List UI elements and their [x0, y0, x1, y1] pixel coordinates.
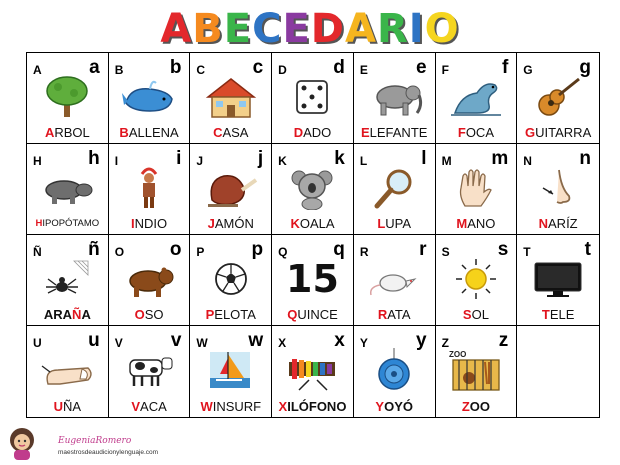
word-rest: ARÍZ [548, 216, 578, 231]
letter-cell [190, 144, 272, 235]
word-label [354, 216, 435, 231]
letter-cell [27, 235, 109, 326]
lowercase-letter: l [421, 148, 427, 169]
uppercase-letter: I [114, 154, 119, 168]
uppercase-letter: X [278, 336, 287, 350]
elephant-icon [365, 75, 423, 119]
uppercase-letter: G [523, 63, 533, 77]
xylophone-icon [283, 348, 341, 392]
word-initial: V [131, 399, 141, 414]
word-label [109, 399, 190, 414]
uppercase-letter: B [114, 63, 124, 77]
word-rest: NDIO [134, 216, 168, 231]
word-label [27, 125, 108, 140]
word-rest: OO [469, 399, 491, 414]
letter-cell [517, 53, 599, 144]
guitar-icon [529, 75, 587, 119]
cow-icon [120, 348, 178, 392]
author-name: EugeniaRomero [58, 436, 132, 446]
native-figure-icon [120, 166, 178, 210]
word-rest: LEFANTE [369, 125, 428, 140]
word-rest: OL [471, 307, 489, 322]
hippo-icon [38, 166, 96, 210]
lowercase-letter: x [334, 330, 345, 351]
letter-cell [517, 144, 599, 235]
word-label [436, 307, 517, 322]
letter-cell [436, 235, 518, 326]
letter-cell [272, 144, 354, 235]
letter-cell [109, 326, 191, 417]
lowercase-letter: c [252, 57, 264, 78]
windsurf-icon [202, 348, 260, 392]
lowercase-letter: o [169, 239, 182, 260]
letter-cell [354, 144, 436, 235]
word-label [272, 125, 353, 140]
lowercase-letter: p [251, 239, 264, 260]
zoo-sign-text: ZOO [448, 350, 467, 359]
word-label [436, 399, 517, 414]
letter-cell [354, 235, 436, 326]
word-label [517, 307, 599, 322]
word-rest: ELOTA [214, 307, 256, 322]
number-icon [283, 257, 341, 301]
word-label [354, 125, 435, 140]
uppercase-letter: V [114, 336, 123, 350]
letter-cell [190, 53, 272, 144]
word-rest: UINCE [297, 307, 338, 322]
lowercase-letter: f [501, 57, 509, 78]
letter-cell [436, 53, 518, 144]
word-label [354, 399, 435, 414]
lowercase-letter: z [498, 330, 509, 351]
letter-cell [272, 326, 354, 417]
ham-icon [202, 166, 260, 210]
uppercase-letter: P [196, 245, 205, 259]
title-letter: A [160, 6, 193, 52]
word-label [27, 399, 108, 414]
lowercase-letter: y [415, 330, 427, 351]
word-label [190, 125, 271, 140]
hand-icon [447, 166, 505, 210]
lowercase-letter: ñ [88, 239, 100, 260]
letter-cell [27, 53, 109, 144]
word-label [109, 307, 190, 322]
word-label [272, 399, 353, 414]
word-label [272, 216, 353, 231]
word-rest: ASA [222, 125, 249, 140]
uppercase-letter: O [114, 245, 125, 259]
finger-icon [38, 348, 96, 392]
title-letter: R [376, 6, 409, 52]
uppercase-letter: Y [359, 336, 368, 350]
word-initial: L [377, 216, 386, 231]
letter-cell [27, 144, 109, 235]
word-initial: T [541, 307, 550, 322]
word-initial: U [53, 399, 64, 414]
lowercase-letter: u [88, 330, 100, 351]
word-label [190, 307, 271, 322]
letter-cell [436, 144, 518, 235]
word-initial: Z [461, 399, 470, 414]
word-initial: D [293, 125, 304, 140]
uppercase-letter: Ñ [33, 245, 42, 259]
lowercase-letter: d [333, 57, 345, 78]
lowercase-letter: j [257, 148, 264, 169]
lowercase-letter: h [88, 148, 100, 169]
word-label [436, 216, 517, 231]
word-label [436, 125, 517, 140]
tv-icon [529, 257, 587, 301]
word-initial: G [525, 125, 536, 140]
bear-icon [120, 257, 178, 301]
word-initial: Ñ [72, 307, 82, 322]
word-initial: O [134, 307, 145, 322]
word-initial: F [457, 125, 466, 140]
uppercase-letter: J [196, 154, 204, 168]
title-letter: E [223, 6, 253, 52]
uppercase-letter: Z [441, 336, 449, 350]
word-initial: C [213, 125, 223, 140]
uppercase-letter: H [33, 154, 42, 168]
word-initial: M [456, 216, 468, 231]
title-letter: C [252, 6, 283, 52]
word-label [272, 307, 353, 322]
uppercase-letter: R [359, 245, 369, 259]
word-initial: B [119, 125, 129, 140]
letter-cell [109, 235, 191, 326]
lowercase-letter: s [497, 239, 509, 260]
word-initial: Q [287, 307, 298, 322]
uppercase-letter: N [523, 154, 532, 168]
letter-cell [436, 326, 518, 417]
lowercase-letter: w [248, 330, 264, 351]
word-initial: H [35, 218, 43, 229]
rat-icon [365, 257, 423, 301]
letter-cell [272, 53, 354, 144]
house-icon [202, 75, 260, 119]
word-rest: ALLENA [128, 125, 179, 140]
spider-icon [38, 257, 96, 301]
word-initial: A [44, 125, 55, 140]
word-label [517, 125, 599, 140]
letter-cell [272, 235, 354, 326]
word-rest: ÑA [63, 399, 82, 414]
author-avatar-icon [6, 424, 38, 460]
letter-cell [109, 144, 191, 235]
uppercase-letter: W [196, 336, 208, 350]
lowercase-letter: a [89, 57, 100, 78]
title-letter: O [424, 6, 460, 52]
word-prefix: ARA [43, 307, 73, 322]
word-label [354, 307, 435, 322]
word-rest: UPA [385, 216, 412, 231]
uppercase-letter: F [441, 63, 449, 77]
word-initial: P [205, 307, 215, 322]
lowercase-letter: k [334, 148, 345, 169]
letter-cell [354, 326, 436, 417]
word-label [27, 218, 108, 229]
koala-icon [283, 166, 341, 210]
uppercase-letter: L [359, 154, 368, 168]
page-title [0, 6, 620, 52]
lowercase-letter: e [415, 57, 427, 78]
word-label [109, 216, 190, 231]
word-rest: UITARRA [535, 125, 592, 140]
word-rest: ATA [387, 307, 411, 322]
word-initial: X [278, 399, 288, 414]
whale-icon [120, 75, 178, 119]
word-rest: INSURF [212, 399, 262, 414]
word-label [190, 216, 271, 231]
ball-icon [202, 257, 260, 301]
title-letter: A [345, 6, 377, 52]
word-rest: ELE [549, 307, 575, 322]
author-url: maestrosdeaudicionylenguaje.com [58, 449, 159, 456]
lowercase-letter: r [419, 239, 427, 260]
uppercase-letter: A [33, 63, 42, 77]
word-label [27, 307, 108, 322]
word-rest: OCA [465, 125, 494, 140]
sun-icon [447, 257, 505, 301]
uppercase-letter: M [441, 154, 452, 168]
word-initial: J [207, 216, 215, 231]
lowercase-letter: n [579, 148, 591, 169]
uppercase-letter: K [278, 154, 287, 168]
letter-cell [354, 53, 436, 144]
word-label [190, 399, 271, 414]
word-initial: K [290, 216, 300, 231]
lowercase-letter: q [333, 239, 345, 260]
word-rest: SO [144, 307, 164, 322]
letter-cell [27, 326, 109, 417]
empty-cell [517, 326, 599, 417]
lowercase-letter: g [579, 57, 591, 78]
word-rest: ACA [140, 399, 167, 414]
word-initial: Y [375, 399, 385, 414]
word-initial: E [360, 125, 370, 140]
letter-cell [190, 326, 272, 417]
zoo-icon [447, 348, 505, 392]
letter-cell [190, 235, 272, 326]
lowercase-letter: v [170, 330, 182, 351]
word-rest: A [81, 307, 91, 322]
magnifier-icon [365, 166, 423, 210]
dice-icon [283, 75, 341, 119]
seal-icon [447, 75, 505, 119]
lowercase-letter: t [584, 239, 591, 260]
title-letter: I [408, 6, 425, 52]
word-rest: OYÓ [384, 399, 413, 414]
lowercase-letter: b [169, 57, 182, 78]
letter-cell [517, 235, 599, 326]
word-initial: W [200, 399, 213, 414]
word-rest: AMÓN [214, 216, 254, 231]
word-initial: N [538, 216, 549, 231]
uppercase-letter: T [523, 245, 531, 259]
tree-icon [38, 75, 96, 119]
uppercase-letter: C [196, 63, 206, 77]
uppercase-letter: U [33, 336, 42, 350]
title-letter: B [192, 6, 224, 52]
uppercase-letter: S [441, 245, 450, 259]
word-rest: ADO [303, 125, 332, 140]
yoyo-icon [365, 348, 423, 392]
word-rest: ANO [467, 216, 496, 231]
word-initial: R [377, 307, 388, 322]
word-rest: OALA [299, 216, 335, 231]
number-fifteen: 15 [286, 257, 339, 301]
nose-icon [529, 166, 587, 210]
title-letter: D [310, 6, 345, 52]
letter-cell [109, 53, 191, 144]
lowercase-letter: m [491, 148, 509, 169]
lowercase-letter: i [176, 148, 182, 169]
word-rest: IPOPÓTAMO [42, 218, 100, 229]
uppercase-letter: D [278, 63, 287, 77]
title-letter: E [282, 6, 311, 52]
word-initial: I [131, 216, 135, 231]
word-rest: RBOL [54, 125, 90, 140]
word-label [517, 216, 599, 231]
uppercase-letter: Q [278, 245, 288, 259]
word-initial: S [462, 307, 472, 322]
uppercase-letter: E [359, 63, 368, 77]
alphabet-grid [26, 52, 600, 418]
word-label [109, 125, 190, 140]
word-rest: ILÓFONO [287, 399, 347, 414]
